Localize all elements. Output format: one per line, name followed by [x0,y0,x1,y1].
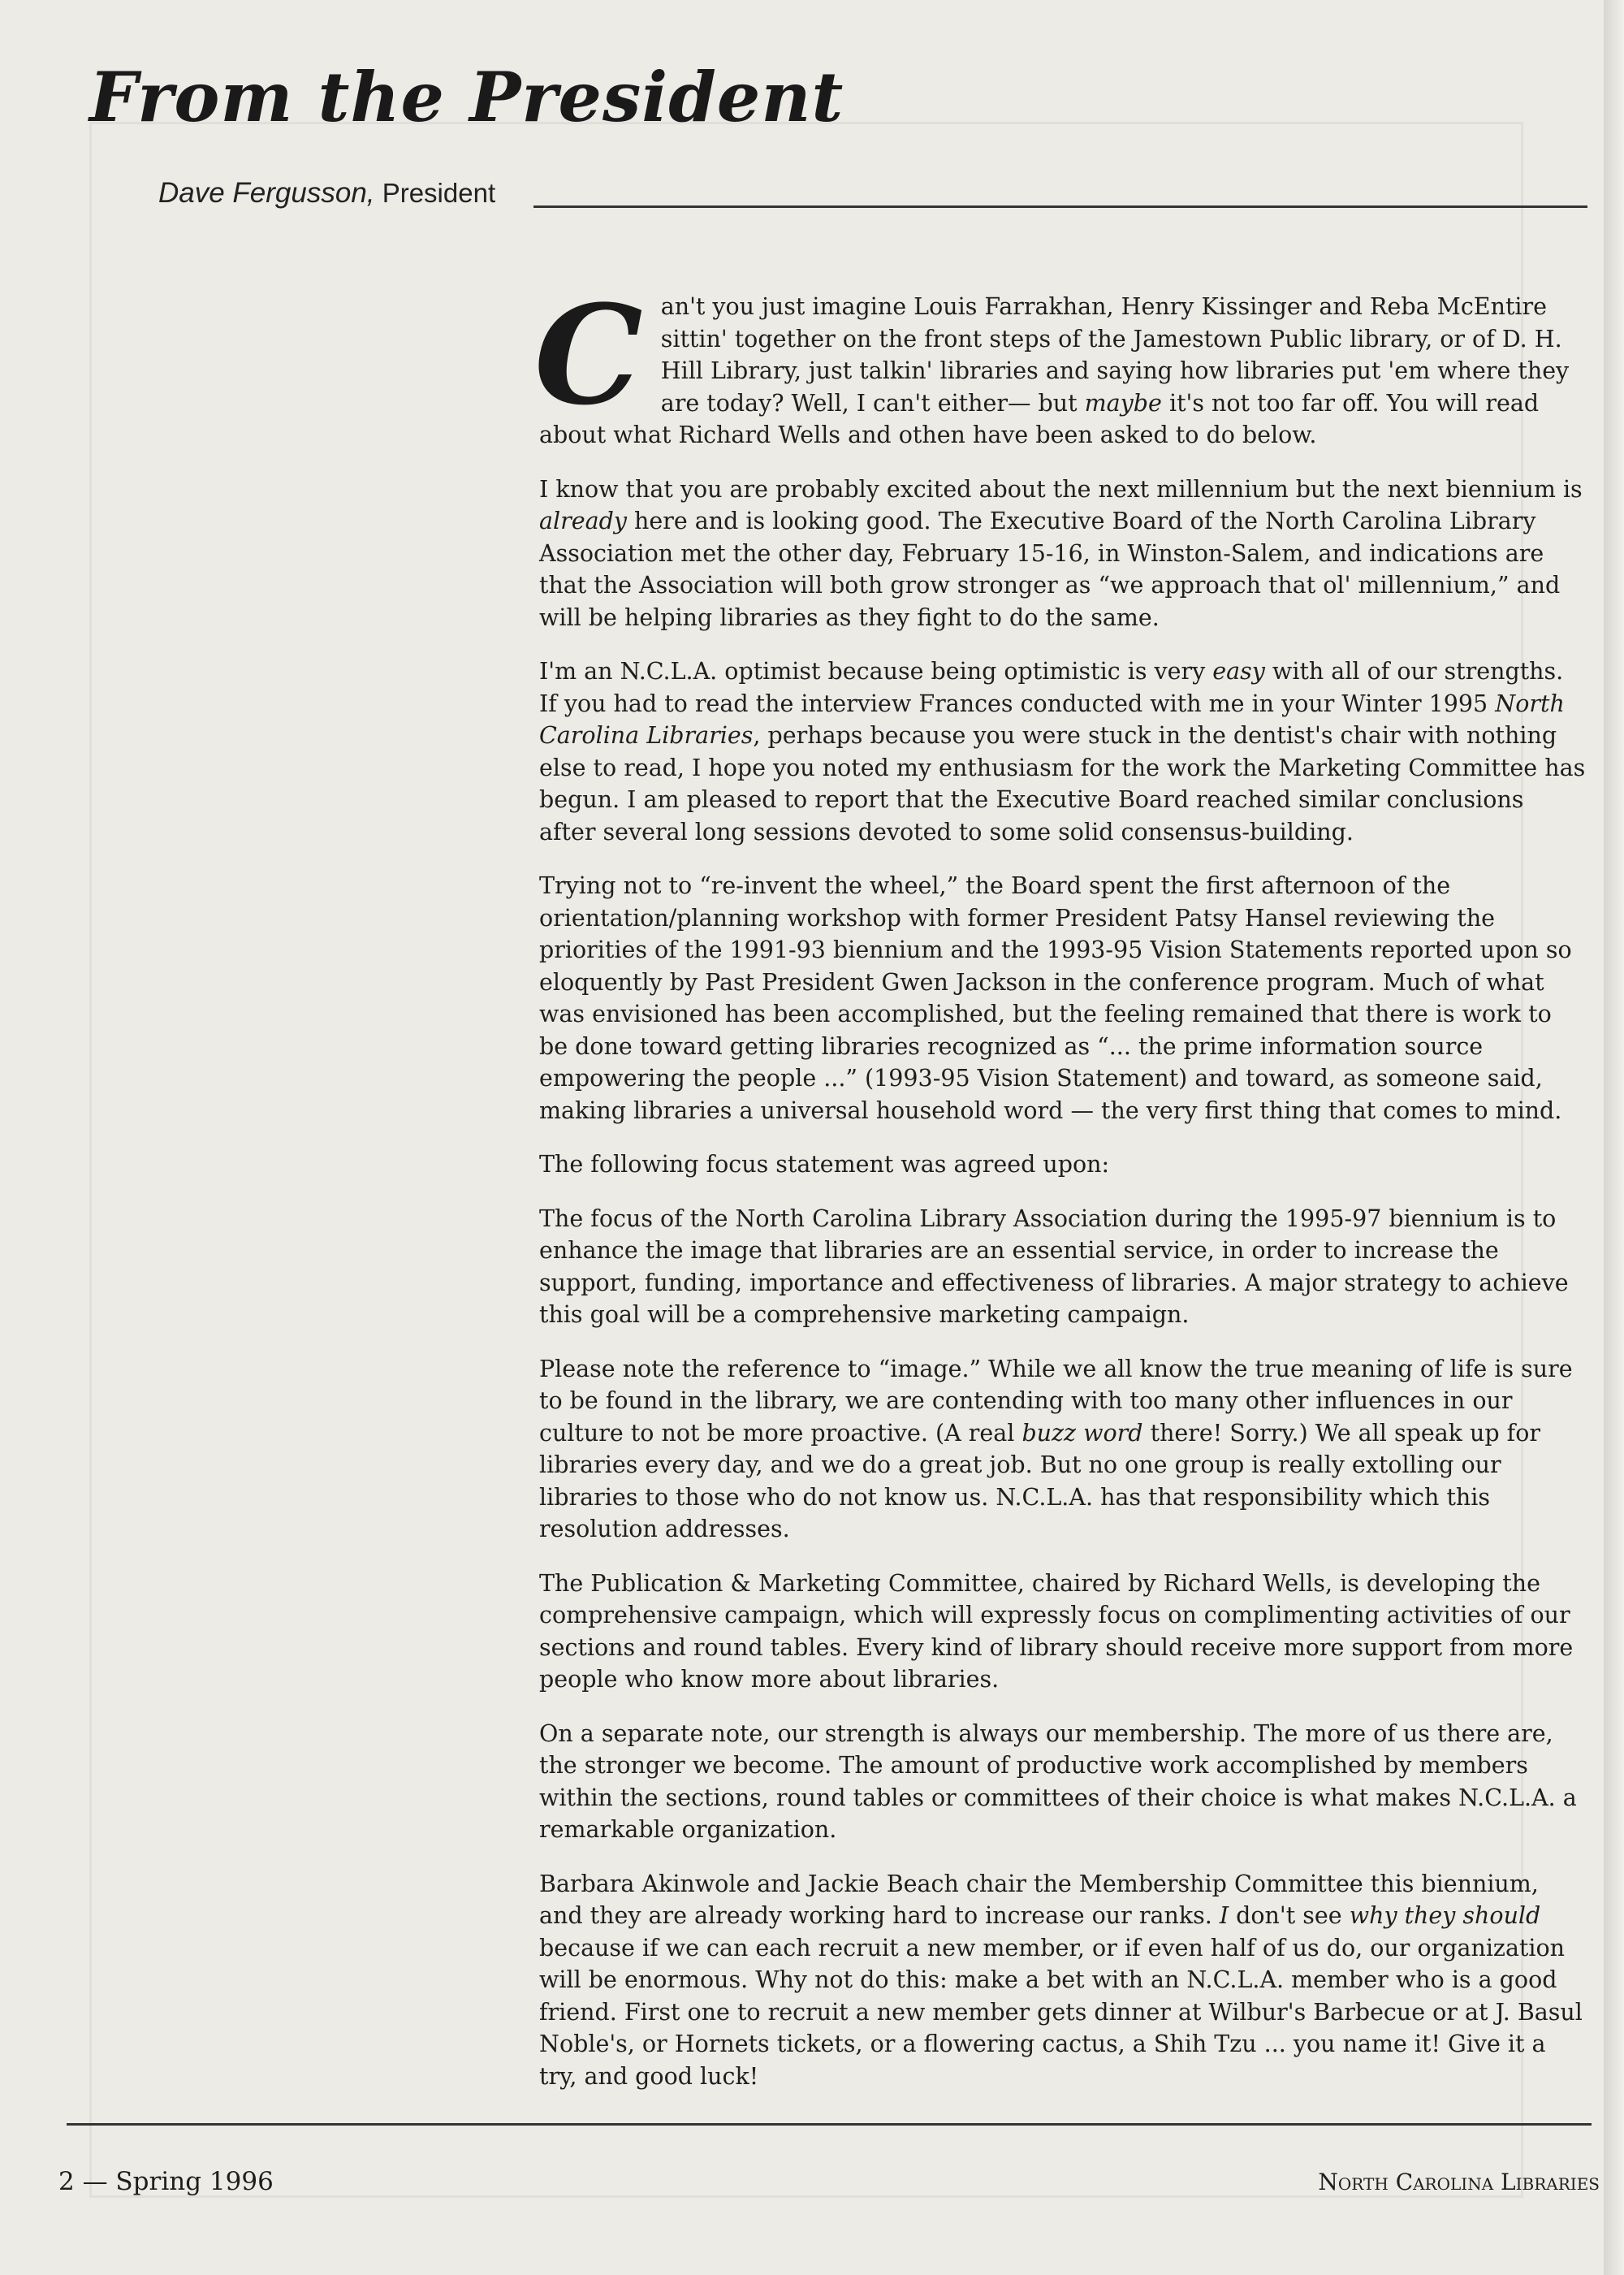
byline-rule [533,205,1587,208]
paragraph-image: Please note the reference to “image.” While we all know the true meaning of life is sure to be found in the library, we are contending with too many other influences in our culture to not be more proactive. (A real buzz word there! Sorry.) We all speak up for libraries every day, and we do a great job. But no one group is really extolling our libraries to those who do not know us. N.C.L.A. has that responsibility which this resolution addresses. [539,1355,1573,1542]
intro-paragraph: Can't you just imagine Louis Farrakhan, Henry Kissinger and Reba McEntire sittin' together on the front steps of the Jamestown Public library, or of D. H. Hill Library, just talkin' libraries and saying how libraries put 'em where they are today? Well, I can't either— but maybe it's not too far off. You will read about what Richard Wells and othen have been asked to do below. [534,275,1570,448]
paragraph-focus-intro: The following focus statement was agreed upon: [539,1151,1110,1178]
paragraph-biennium: I know that you are probably excited about the next millennium but the next biennium is already here and is looking good. The Executive Board of the North Carolina Library Association met the other day, February 15-16, in Winston-Salem, and indications are that the Association will both grow stronger as “we approach that ol' millennium,” and will be helping libraries as they fight to do the same. [539,475,1583,631]
paragraph-publication: The Publication & Marketing Committee, chaired by Richard Wells, is developing the comprehensive campaign, which will expressly focus on complimenting activities of our sections and round tables. Every kind of library should receive more support from more people who know more about libraries. [539,1569,1574,1693]
running-title: North Carolina Libraries [1318,2169,1600,2195]
drop-cap: C [534,275,643,435]
paragraph-optimist: I'm an N.C.L.A. optimist because being optimistic is very easy with all of our strengths. If you had to read the interview Frances conducted with me in your Winter 1995 North Carolina Libraries, perhaps because you were stuck in the dentist's chair with nothing else to read, I hope you noted my enthusiasm for the work the Marketing Committee has begun. I am pleased to report that the Executive Board reached similar conclusions after several long sessions devoted to some solid consensus-building. [539,658,1586,846]
article-body [534,275,1587,2114]
paragraph-recruit: Barbara Akinwole and Jackie Beach chair the Membership Committee this biennium, and they are already working hard to increase our ranks. I don't see why they should because if we can each recruit a new member, or if even half of us do, our organization will be enormous. Why not do this: make a bet with an N.C.L.A. member who is a good friend. First one to recruit a new member gets dinner at Wilbur's Barbecue or at J. Basul Noble's, or Hornets tickets, or a flowering cactus, a Shih Tzu ... you name it! Give it a try, and good luck! [539,1870,1583,2090]
focus-statement-quote: The focus of the North Carolina Library Association during the 1995-97 biennium is to enhance the image that libraries are an essential service, in order to increase the support, funding, importance and effectiveness of libraries. A major strategy to achieve this goal will be a comprehensive marketing campaign. [539,1205,1569,1328]
author-name: Dave Fergusson, [158,177,375,209]
paragraph-membership: On a separate note, our strength is always our membership. The more of us there are, the stronger we become. The amount of productive work accomplished by members within the sections, round tables or committees of their choice is what makes N.C.L.A. a remarkable organization. [539,1719,1577,1843]
footer-rule [67,2123,1592,2126]
author-role: President [382,178,496,208]
paragraph-reinvent: Trying not to “re-invent the wheel,” the Board spent the first afternoon of the orientation/planning workshop with former President Patsy Hansel reviewing the priorities of the 1991-93 biennium and the 1993-95 Vision Statements reported upon so eloquently by Past President Gwen Jackson in the conference program. Much of what was envisioned has been accomplished, but the feeling remained that there is work to be done toward getting libraries recognized as “... the prime information source empowering the people ...” (1993-95 Vision Statement) and toward, as someone said, making libraries a universal household word — the very first thing that comes to mind. [539,872,1572,1124]
page-edge [1604,0,1624,2275]
page-folio: 2 — Spring 1996 [58,2167,274,2196]
page-title: From the President [89,57,844,137]
byline [158,177,495,210]
